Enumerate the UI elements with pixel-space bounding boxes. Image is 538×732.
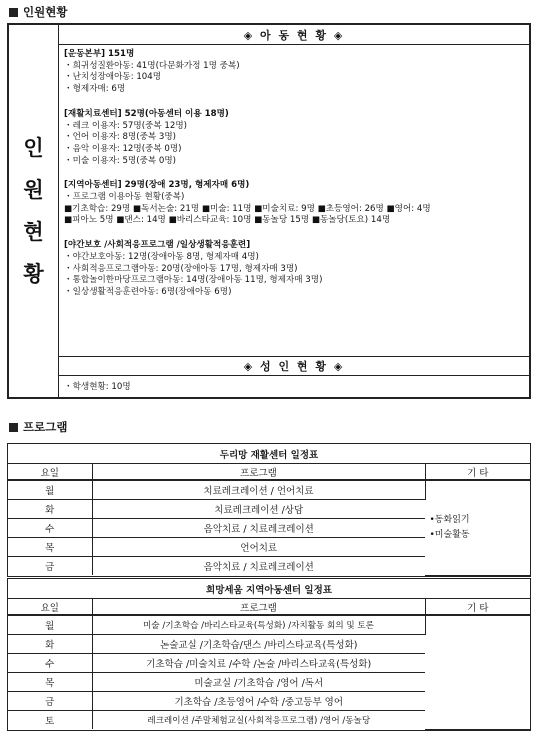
- group-motion: [운동본부] 151명 ・희귀성질환아동: 41명(다문화가정 1명 중복) ・난치성장애아동: 104명 ・형제자매: 6명: [64, 49, 240, 95]
- adult-status-body: ・학생현황: 10명: [64, 382, 131, 392]
- adult-status-header: ◈ 성 인 현 황 ◈: [59, 356, 529, 376]
- table-row: 금 음악치료 / 치료레크레이션: [8, 557, 530, 576]
- square-bullet-icon: [9, 423, 18, 432]
- col-header-program: 프로그램: [92, 464, 425, 480]
- local-center-schedule: [7, 578, 531, 731]
- staff-status-table: [7, 23, 531, 399]
- local-etc-cell: [425, 615, 530, 729]
- table-row: 화 논술교실 /기초학습/댄스 /바리스타교육(특성화): [8, 635, 530, 654]
- table-row: 토 레크레이션 /주말체험교실(사회적응프로그램) /영어 /동놀당: [8, 711, 530, 730]
- local-schedule-caption: 희망세움 지역아동센터 일정표: [8, 579, 530, 599]
- square-bullet-icon: [9, 8, 18, 17]
- table-row: 수 음악치료 / 치료레크레이션: [8, 519, 530, 538]
- child-status-header: ◈ 아 동 현 황 ◈: [59, 25, 529, 45]
- col-header-etc: 기 타: [425, 464, 530, 480]
- col-header-etc: 기 타: [425, 599, 530, 615]
- group-local-center: [지역아동센터] 29명(장애 23명, 형제자매 6명) ・프로그램 이용아동 현황(중복) ■기초학습: 29명 ■독서논술: 21명 ■미술: 11명 ■미술치료: 9명 ■초등영어: 26명 ■영어: 4명 ■피아노 5명 ■댄스: 14명 ■바리스타교육: 10명 ■동놀당 15명 ■동놀당(토요) 14명: [64, 180, 431, 226]
- rehab-etc-cell: •동화읽기 •미술활동: [425, 480, 530, 575]
- col-header-day: 요일: [8, 464, 92, 480]
- table-row: 목 언어치료: [8, 538, 530, 557]
- group-night-care: [야간보호 /사회적응프로그램 /일상생활적응훈련] ・야간보호아동: 12명(장애아동 8명, 형제자매 4명) ・사회적응프로그램아동: 20명(장애아동 17명, 형제자매 3명) ・통합놀이한마당프로그램아동: 14명(장애아동 11명, 형제자매 3명) ・일상생활적응훈련아동: 6명(장애아동 6명): [64, 240, 323, 297]
- table-row: 수 기초학습 /미술치료 /수학 /논술 /바리스타교육(특성화): [8, 654, 530, 673]
- table-row: 월 치료레크레이션 / 언어치료 •동화읽기 •미술활동: [8, 480, 530, 500]
- program-section-title: 프로그램: [9, 419, 67, 435]
- col-header-program: 프로그램: [92, 599, 425, 615]
- table-row: 월 미술 /기초학습 /바리스타교육(특성화) /자치활동 회의 및 토론: [8, 615, 530, 635]
- rehab-schedule: [7, 443, 531, 577]
- staff-section-title: 인원현황: [9, 4, 67, 20]
- rehab-schedule-caption: 두리망 재활센터 일정표: [8, 444, 530, 464]
- side-label: 인 원 현 황: [9, 25, 59, 397]
- table-row: 화 치료레크레이션 /상담: [8, 500, 530, 519]
- group-rehab: [재활치료센터] 52명(아동센터 이용 18명) ・레크 이용자: 57명(중복 12명) ・언어 이용자: 8명(중복 3명) ・음악 이용자: 12명(중복 0명) ・미술 이용자: 5명(중복 0명): [64, 108, 229, 166]
- table-row: 금 기초학습 /초등영어 /수학 /중고등부 영어: [8, 692, 530, 711]
- table-row: 목 미술교실 /기초학습 /영어 /독서: [8, 673, 530, 692]
- col-header-day: 요일: [8, 599, 92, 615]
- child-status-body: [64, 49, 525, 312]
